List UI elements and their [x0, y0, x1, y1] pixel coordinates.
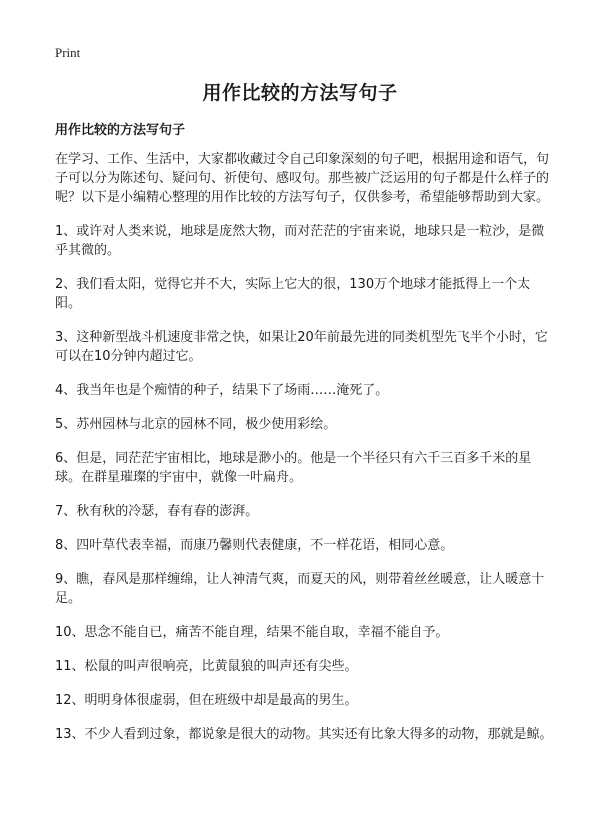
sentence-paragraph: 7、秋有秋的冷瑟，春有春的澎湃。 — [55, 504, 259, 519]
sentence-paragraph: 8、四叶草代表幸福，而康乃馨则代表健康，不一样花语，相同心意。 — [55, 538, 454, 553]
sentence-paragraph: 11、松鼠的叫声很响亮，比黄鼠狼的叫声还有尖些。 — [55, 659, 358, 674]
sentence-paragraph: 13、不少人看到过象，都说象是很大的动物。其实还有比象大得多的动物，那就是鲸。 — [55, 727, 553, 742]
page-title: 用作比较的方法写句子 — [202, 82, 398, 104]
intro-paragraph: 在学习、工作、生活中，大家都收藏过令自己印象深刻的句子吧，根据用途和语气，句子可以分为陈述句、疑问句、祈使句、感叹句。那些被广泛运用的句子都是什么样子的呢？以下是小编精心整理的用作比较的方法写句子，仅供参考，希望能够帮助到大家。 — [55, 152, 550, 205]
sentence-paragraph: 9、瞧，春风是那样缠绵，让人神清气爽，而夏天的风，则带着丝丝暖意，让人暖意十足。 — [55, 572, 545, 606]
sentence-paragraph: 10、思念不能自已，痛苦不能自理，结果不能自取，幸福不能自予。 — [55, 625, 449, 640]
print-link[interactable]: Print — [55, 45, 81, 60]
sentence-paragraph: 1、或许对人类来说，地球是庞然大物，而对茫茫的宇宙来说，地球只是一粒沙，是微乎其微的。 — [55, 224, 545, 258]
document-subtitle: 用作比较的方法写句子 — [55, 123, 186, 138]
sentence-paragraph: 2、我们看太阳，觉得它并不大，实际上它大的很，130万个地球才能抵得上一个太阳。 — [55, 277, 531, 311]
sentence-paragraph: 3、这种新型战斗机速度非常之快，如果让20年前最先进的同类机型先飞半个小时，它可以在10分钟内超过它。 — [55, 330, 548, 364]
sentence-paragraph: 12、明明身体很虚弱，但在班级中却是最高的男生。 — [55, 693, 358, 708]
sentence-paragraph: 4、我当年也是个痴情的种子，结果下了场雨……淹死了。 — [55, 383, 389, 398]
article-body — [55, 150, 555, 759]
sentence-paragraph: 6、但是，同茫茫宇宙相比，地球是渺小的。他是一个半径只有六千三百多千米的星球。在群星璀璨的宇宙中，就像一叶扁舟。 — [55, 451, 532, 485]
sentence-paragraph: 5、苏州园林与北京的园林不同，极少使用彩绘。 — [55, 417, 337, 432]
